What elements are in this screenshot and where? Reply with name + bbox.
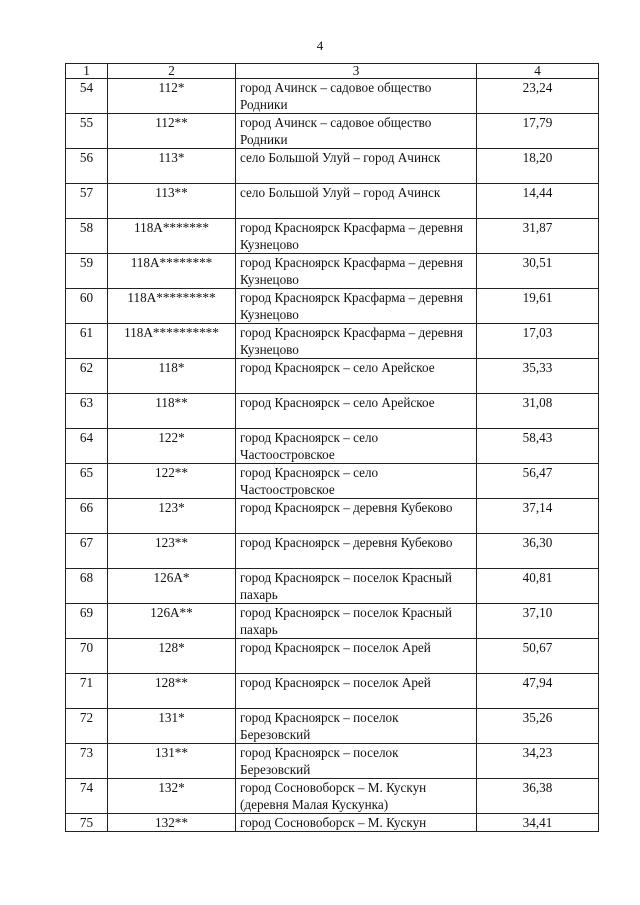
route-name: город Красноярск – поселок Арей [236,639,477,674]
route-name: село Большой Улуй – город Ачинск [236,184,477,219]
route-name: город Красноярск – поселок Арей [236,674,477,709]
route-name: город Сосновоборск – М. Кускун [236,814,477,832]
route-value: 19,61 [477,289,599,324]
route-code: 132** [108,814,236,832]
row-number: 72 [66,709,108,744]
route-code: 112** [108,114,236,149]
route-code: 126А** [108,604,236,639]
route-name: город Красноярск – село Частоостровское [236,429,477,464]
row-number: 74 [66,779,108,814]
route-value: 31,87 [477,219,599,254]
table-row [66,744,599,779]
route-code: 118А********** [108,324,236,359]
table-row [66,534,599,569]
table-row [66,184,599,219]
route-name: город Красноярск – село Арейское [236,359,477,394]
route-table [65,63,599,832]
route-value: 37,14 [477,499,599,534]
table-row [66,569,599,604]
table-row [66,674,599,709]
header-col-1: 1 [66,64,108,79]
row-number: 61 [66,324,108,359]
route-code: 113* [108,149,236,184]
row-number: 73 [66,744,108,779]
route-code: 122* [108,429,236,464]
table-row [66,114,599,149]
table-row [66,79,599,114]
route-code: 131* [108,709,236,744]
route-code: 112* [108,79,236,114]
table-row [66,359,599,394]
route-value: 50,67 [477,639,599,674]
table-row [66,464,599,499]
route-name: город Красноярск Красфарма – деревня Кузнецово [236,254,477,289]
route-name: город Красноярск – деревня Кубеково [236,499,477,534]
table-row [66,289,599,324]
route-name: город Красноярск – поселок Березовский [236,709,477,744]
route-value: 40,81 [477,569,599,604]
route-value: 14,44 [477,184,599,219]
route-code: 128* [108,639,236,674]
table-row [66,219,599,254]
table-row [66,499,599,534]
row-number: 75 [66,814,108,832]
route-name: город Красноярск – поселок Березовский [236,744,477,779]
row-number: 69 [66,604,108,639]
route-name: город Ачинск – садовое общество Родники [236,114,477,149]
row-number: 55 [66,114,108,149]
row-number: 68 [66,569,108,604]
route-value: 30,51 [477,254,599,289]
route-name: город Красноярск – село Арейское [236,394,477,429]
route-code: 118А********* [108,289,236,324]
row-number: 62 [66,359,108,394]
table-row [66,814,599,832]
route-name: село Большой Улуй – город Ачинск [236,149,477,184]
route-value: 18,20 [477,149,599,184]
route-value: 35,26 [477,709,599,744]
route-value: 17,79 [477,114,599,149]
route-code: 118* [108,359,236,394]
route-name: город Красноярск Красфарма – деревня Кузнецово [236,289,477,324]
header-col-3: 3 [236,64,477,79]
table-row [66,324,599,359]
route-value: 23,24 [477,79,599,114]
route-code: 128** [108,674,236,709]
route-code: 123** [108,534,236,569]
route-name: город Красноярск – село Частоостровское [236,464,477,499]
route-value: 37,10 [477,604,599,639]
row-number: 60 [66,289,108,324]
route-value: 34,23 [477,744,599,779]
header-row [66,64,599,79]
row-number: 64 [66,429,108,464]
row-number: 71 [66,674,108,709]
route-value: 34,41 [477,814,599,832]
row-number: 59 [66,254,108,289]
row-number: 67 [66,534,108,569]
route-name: город Красноярск – поселок Красный пахарь [236,569,477,604]
route-value: 47,94 [477,674,599,709]
route-name: город Сосновоборск – М. Кускун (деревня Малая Кускунка) [236,779,477,814]
route-code: 126А* [108,569,236,604]
table-row [66,429,599,464]
row-number: 56 [66,149,108,184]
route-code: 132* [108,779,236,814]
table-row [66,254,599,289]
route-value: 36,38 [477,779,599,814]
table-row [66,709,599,744]
row-number: 58 [66,219,108,254]
route-value: 17,03 [477,324,599,359]
table-row [66,394,599,429]
row-number: 57 [66,184,108,219]
table-header [66,64,599,79]
route-name: город Ачинск – садовое общество Родники [236,79,477,114]
route-code: 118А******* [108,219,236,254]
route-name: город Красноярск – деревня Кубеково [236,534,477,569]
route-value: 35,33 [477,359,599,394]
row-number: 63 [66,394,108,429]
route-code: 113** [108,184,236,219]
route-code: 123* [108,499,236,534]
route-value: 31,08 [477,394,599,429]
table-row [66,639,599,674]
route-code: 118А******** [108,254,236,289]
table-row [66,604,599,639]
row-number: 54 [66,79,108,114]
table-row [66,149,599,184]
route-code: 118** [108,394,236,429]
page-number: 4 [316,38,324,53]
header-col-4: 4 [477,64,599,79]
table-body [66,79,599,832]
route-value: 58,43 [477,429,599,464]
route-code: 122** [108,464,236,499]
table-row [66,779,599,814]
header-col-2: 2 [108,64,236,79]
route-name: город Красноярск – поселок Красный пахарь [236,604,477,639]
row-number: 66 [66,499,108,534]
route-name: город Красноярск Красфарма – деревня Кузнецово [236,324,477,359]
row-number: 65 [66,464,108,499]
route-value: 36,30 [477,534,599,569]
row-number: 70 [66,639,108,674]
route-code: 131** [108,744,236,779]
route-name: город Красноярск Красфарма – деревня Кузнецово [236,219,477,254]
route-value: 56,47 [477,464,599,499]
